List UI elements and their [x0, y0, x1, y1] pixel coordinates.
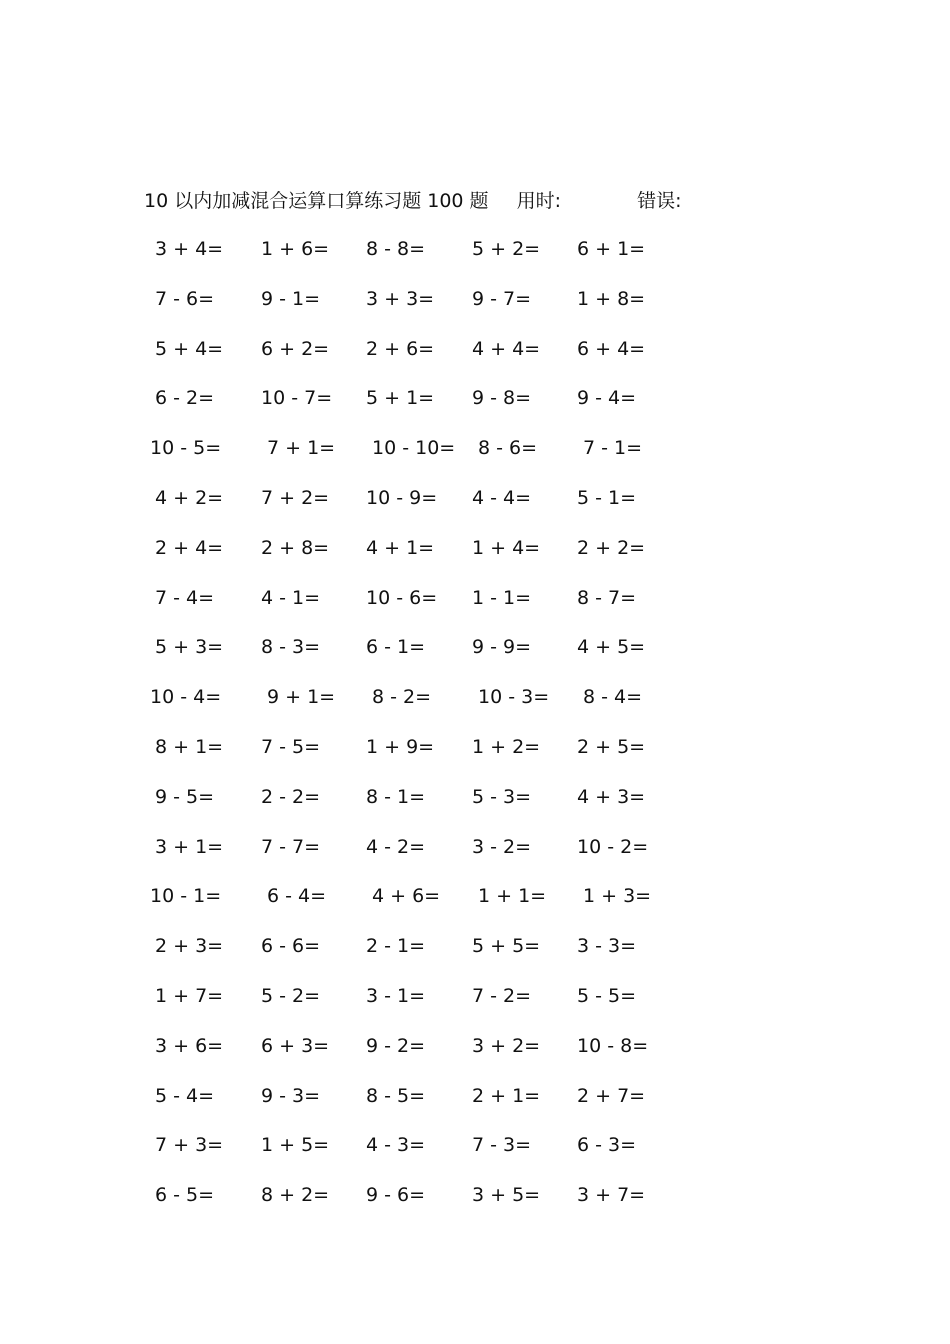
problem-item: 1 + 6= [261, 238, 330, 260]
problem-item: 1 + 3= [583, 885, 652, 907]
problem-item: 5 - 2= [261, 985, 321, 1007]
problem-item: 9 - 7= [472, 288, 532, 310]
problem-item: 7 + 1= [267, 437, 336, 459]
problem-item: 3 - 1= [366, 985, 426, 1007]
problem-item: 8 - 2= [372, 686, 432, 708]
problem-item: 9 - 4= [577, 387, 637, 409]
problem-item: 9 - 9= [472, 636, 532, 658]
problem-item: 10 - 3= [478, 686, 550, 708]
problem-item: 9 - 2= [366, 1035, 426, 1057]
problem-item: 9 - 6= [366, 1184, 426, 1206]
problem-item: 10 - 5= [150, 437, 222, 459]
problem-item: 5 + 5= [472, 935, 541, 957]
problem-item: 10 - 10= [372, 437, 456, 459]
problem-item: 4 + 6= [372, 885, 441, 907]
problem-item: 2 - 2= [261, 786, 321, 808]
problem-item: 2 + 6= [366, 338, 435, 360]
problem-item: 1 + 9= [366, 736, 435, 758]
problem-item: 4 - 1= [261, 587, 321, 609]
problem-item: 6 + 3= [261, 1035, 330, 1057]
problem-item: 1 + 2= [472, 736, 541, 758]
problem-item: 7 + 2= [261, 487, 330, 509]
problem-item: 6 - 4= [267, 885, 327, 907]
problem-item: 2 + 2= [577, 537, 646, 559]
problem-item: 3 + 2= [472, 1035, 541, 1057]
problem-item: 2 + 3= [155, 935, 224, 957]
problem-item: 7 - 5= [261, 736, 321, 758]
problem-item: 6 + 4= [577, 338, 646, 360]
problem-item: 3 + 7= [577, 1184, 646, 1206]
problem-item: 3 - 3= [577, 935, 637, 957]
problem-item: 8 - 8= [366, 238, 426, 260]
problem-item: 5 - 1= [577, 487, 637, 509]
problem-item: 9 - 1= [261, 288, 321, 310]
problem-item: 3 + 3= [366, 288, 435, 310]
problem-item: 8 - 4= [583, 686, 643, 708]
problem-item: 8 - 1= [366, 786, 426, 808]
problem-item: 2 + 4= [155, 537, 224, 559]
problem-item: 6 + 1= [577, 238, 646, 260]
problem-item: 3 - 2= [472, 836, 532, 858]
problem-item: 8 - 7= [577, 587, 637, 609]
problem-item: 1 + 5= [261, 1134, 330, 1156]
problem-item: 4 - 2= [366, 836, 426, 858]
problem-item: 7 - 1= [583, 437, 643, 459]
problem-item: 6 - 2= [155, 387, 215, 409]
problem-item: 10 - 6= [366, 587, 438, 609]
problem-item: 1 - 1= [472, 587, 532, 609]
problem-item: 1 + 1= [478, 885, 547, 907]
problem-item: 7 - 7= [261, 836, 321, 858]
problem-item: 1 + 7= [155, 985, 224, 1007]
problem-item: 6 + 2= [261, 338, 330, 360]
problem-item: 5 + 1= [366, 387, 435, 409]
problem-item: 5 + 4= [155, 338, 224, 360]
worksheet-title: 10 以内加减混合运算口算练习题 100 题 [144, 190, 489, 212]
problem-item: 3 + 5= [472, 1184, 541, 1206]
problem-item: 9 - 3= [261, 1085, 321, 1107]
problem-item: 8 + 2= [261, 1184, 330, 1206]
problem-item: 5 - 3= [472, 786, 532, 808]
problem-item: 9 - 5= [155, 786, 215, 808]
problem-item: 7 - 6= [155, 288, 215, 310]
problem-item: 6 - 1= [366, 636, 426, 658]
problem-item: 5 + 3= [155, 636, 224, 658]
problem-item: 7 - 2= [472, 985, 532, 1007]
problem-item: 4 + 4= [472, 338, 541, 360]
problem-item: 2 - 1= [366, 935, 426, 957]
problem-item: 10 - 4= [150, 686, 222, 708]
problem-item: 8 - 5= [366, 1085, 426, 1107]
problem-item: 4 + 1= [366, 537, 435, 559]
problem-item: 4 + 5= [577, 636, 646, 658]
problem-item: 4 - 4= [472, 487, 532, 509]
problem-item: 8 - 6= [478, 437, 538, 459]
problem-item: 6 - 6= [261, 935, 321, 957]
problem-item: 2 + 7= [577, 1085, 646, 1107]
problem-item: 2 + 5= [577, 736, 646, 758]
problem-item: 10 - 9= [366, 487, 438, 509]
problem-item: 2 + 8= [261, 537, 330, 559]
problem-item: 10 - 1= [150, 885, 222, 907]
problem-item: 5 + 2= [472, 238, 541, 260]
problem-item: 8 - 3= [261, 636, 321, 658]
problem-item: 3 + 6= [155, 1035, 224, 1057]
problem-item: 9 + 1= [267, 686, 336, 708]
problem-item: 4 + 2= [155, 487, 224, 509]
problem-item: 3 + 1= [155, 836, 224, 858]
error-label: 错误: [637, 190, 682, 212]
problem-item: 5 - 4= [155, 1085, 215, 1107]
problem-item: 9 - 8= [472, 387, 532, 409]
problem-item: 1 + 8= [577, 288, 646, 310]
problem-item: 8 + 1= [155, 736, 224, 758]
time-label: 用时: [516, 190, 562, 212]
problem-item: 10 - 2= [577, 836, 649, 858]
problem-item: 3 + 4= [155, 238, 224, 260]
problem-item: 7 - 3= [472, 1134, 532, 1156]
problem-item: 4 + 3= [577, 786, 646, 808]
problem-item: 5 - 5= [577, 985, 637, 1007]
problem-item: 6 - 3= [577, 1134, 637, 1156]
problem-item: 7 - 4= [155, 587, 215, 609]
problem-item: 10 - 7= [261, 387, 333, 409]
problem-item: 6 - 5= [155, 1184, 215, 1206]
problem-item: 4 - 3= [366, 1134, 426, 1156]
problem-item: 10 - 8= [577, 1035, 649, 1057]
problem-item: 1 + 4= [472, 537, 541, 559]
problem-item: 7 + 3= [155, 1134, 224, 1156]
problem-item: 2 + 1= [472, 1085, 541, 1107]
